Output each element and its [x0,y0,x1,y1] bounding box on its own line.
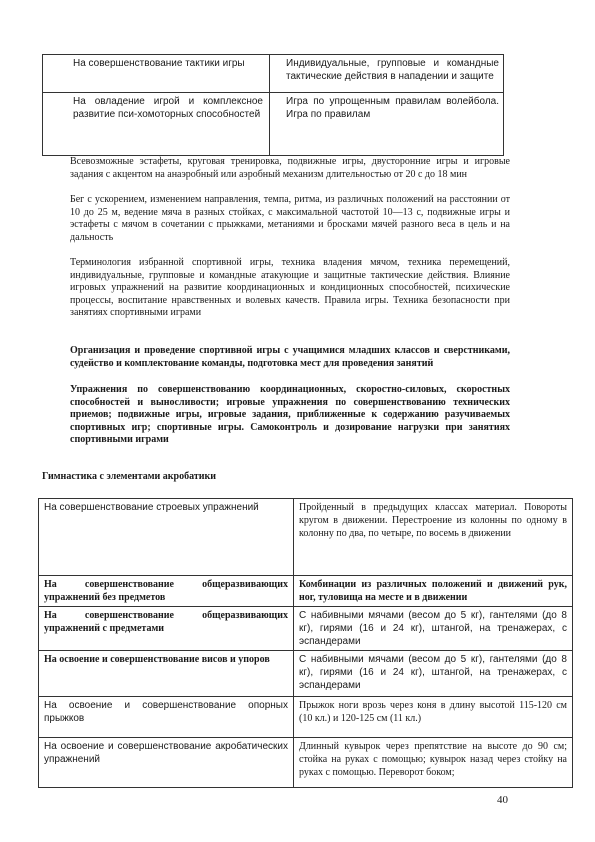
table-row [39,607,573,651]
table-cell-content: Длинный кувырок через препятствие на высоте до 90 см; стойка на руках с помощью; кувырок назад через стойку на руках с помощью. Переворот боком; [294,738,573,788]
table-cell-content: С набивными мячами (весом до 5 кг), гантелями (до 8 кг), гирями (16 и 24 кг), штангой, на тренажерах, с эспандерами [294,651,573,697]
table-row [43,55,504,93]
table-row [43,93,504,156]
table-cell-goal: На освоение и совершенствование опорных прыжков [39,697,294,738]
table-cell-goal: На освоение и совершенствование висов и упоров [39,651,294,697]
paragraph-exercises: Упражнения по совершенствованию координационных, скоростно-силовых, скоростных способностей и выносливости; игровые упражнения по совершенствованию технических приемов; подвижные игры, игровые задания, приближенные к содержанию разучиваемых спортивных игр; спортивные игры. Самоконтроль и дозирование нагрузки при занятиях спортивными играми [70,384,510,446]
table-cell-goal: На овладение игрой и комплексное развитие пси-хомоторных способностей [43,93,270,156]
gymnastics-table [38,498,573,788]
table-cell-goal: На совершенствование строевых упражнений [39,499,294,576]
table-row [39,576,573,607]
section-heading: Гимнастика с элементами акробатики [42,471,217,482]
paragraph-running-drills: Бег с ускорением, изменением направления, темпа, ритма, из различных положений на расстоянии от 10 до 25 м, ведение мяча в разных стойках, с максимальной частотой 10—13 с, подвижные игры и эстафеты с мячом в сочетании с прыжками, метаниями и бросками мячей разного веса в цель и на дальность [70,194,510,243]
table-cell-goal: На совершенствование общеразвивающих упражнений без предметов [39,576,294,607]
table-cell-content: Игра по упрощенным правилам волейбола. Игра по правилам [270,93,504,156]
paragraph-terminology: Терминология избранной спортивной игры, техника владения мячом, техника перемещений, индивидуальные, групповые и командные атакующие и защитные тактические действия. Влияние игровых упражнений на развитие координационных и кондиционных способностей, психические процессы, воспитание нравственных и волевых качеств. Правила игры. Техника безопасности при занятиях спортивными играми [70,257,510,319]
table-cell-goal: На совершенствование тактики игры [43,55,270,93]
table-row [39,651,573,697]
table-cell-goal: На совершенствование общеразвивающих упражнений с предметами [39,607,294,651]
paragraph-relay-games: Всевозможные эстафеты, круговая тренировка, подвижные игры, двусторонние игры и игровые задания с акцентом на анаэробный или аэробный механизм длительностью от 20 с до 18 мин [70,156,510,180]
tactics-table [42,54,504,156]
page-number: 40 [497,794,508,806]
table-row [39,697,573,738]
table-cell-content: Прыжок ноги врозь через коня в длину высотой 115-120 см (10 кл.) и 120-125 см (11 кл.) [294,697,573,738]
paragraph-organization: Организация и проведение спортивной игры с учащимися младших классов и сверстниками, судейство и комплектование команды, подготовка мест для проведения занятий [70,345,510,369]
table-cell-content: С набивными мячами (весом до 5 кг), гантелями (до 8 кг), гирями (16 и 24 кг), штангой, на тренажерах, с эспандерами [294,607,573,651]
table-cell-content: Индивидуальные, групповые и командные тактические действия в нападении и защите [270,55,504,93]
table-cell-content: Пройденный в предыдущих классах материал. Повороты кругом в движении. Перестроение из колонны по одному в колонну по два, по четыре, по восемь в движении [294,499,573,576]
table-row [39,738,573,788]
table-cell-goal: На освоение и совершенствование акробатических упражнений [39,738,294,788]
table-cell-content: Комбинации из различных положений и движений рук, ног, туловища на месте и в движении [294,576,573,607]
table-row [39,499,573,576]
